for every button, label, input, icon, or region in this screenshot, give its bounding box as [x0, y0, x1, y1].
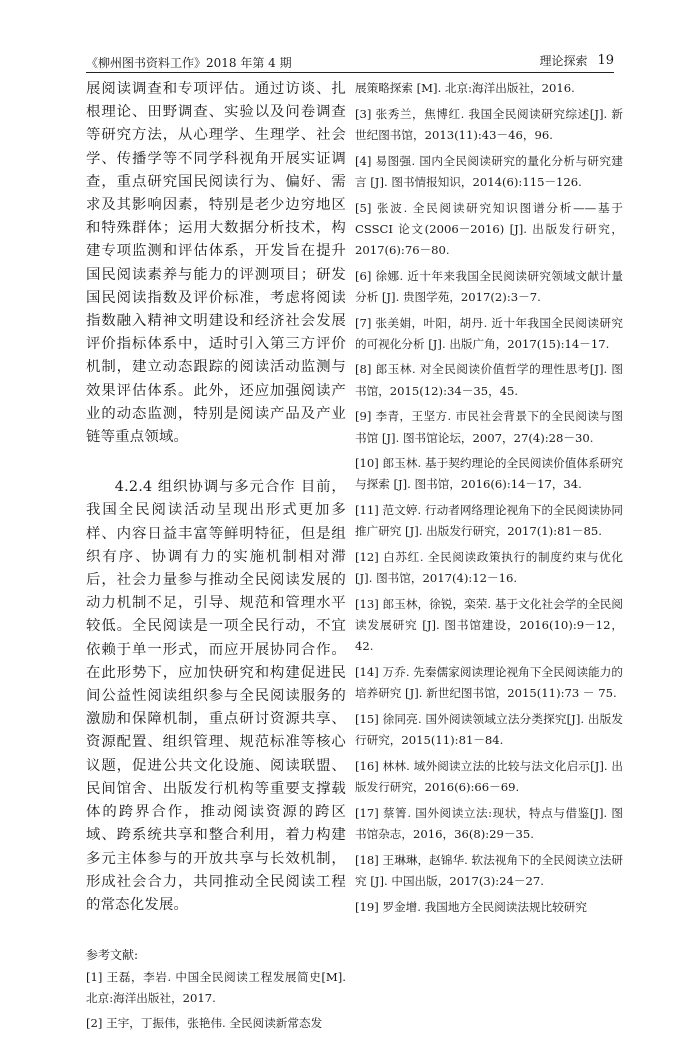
reference-item: [8] 郎玉林. 对全民阅读价值哲学的理性思考[J]. 图书馆，2015(12):34－35，45.	[355, 362, 623, 398]
reference-item: [5] 张波. 全民阅读研究知识图谱分析——基于CSSCI 论文(2006－2016) [J]. 出版发行研究，2017(6):76－80.	[355, 200, 623, 257]
reference-item: [16] 林林. 域外阅读立法的比较与法文化启示[J]. 出版发行研究，2016(6):66－69.	[355, 758, 623, 795]
reference-item: 展策略探索 [M]. 北京:海洋出版社，2016.	[355, 81, 575, 95]
reference-item: [4] 易图强. 国内全民阅读研究的量化分析与研究建言 [J]. 图书情报知识，2014(6):115－126.	[355, 153, 623, 189]
reference-item: [2] 王宇，丁振伟，张艳伟. 全民阅读新常态发	[86, 1015, 323, 1030]
reference-item: [1] 王磊，李岩. 中国全民阅读工程发展简史[M]. 北京:海洋出版社，2017.	[86, 970, 346, 1006]
reference-item: [11] 范文婷. 行动者网络理论视角下的全民阅读协同推广研究 [J]. 出版发行研究，2017(1):81－85.	[355, 503, 623, 539]
page-number: 19	[597, 53, 614, 68]
reference-item: [13] 郎玉林，徐锐，栾荣. 基于文化社会学的全民阅读发展研究 [J]. 图书馆建设，2016(10):9－12，42.	[355, 596, 623, 654]
header-right	[539, 52, 614, 69]
page-header	[86, 50, 614, 72]
reference-item: [18] 王琳琳，赵锦华. 软法视角下的全民阅读立法研究 [J]. 中国出版，2017(3):24－27.	[355, 852, 623, 888]
header-divider	[86, 72, 614, 73]
reference-item: [6] 徐娜. 近十年来我国全民阅读研究领域文献计量分析 [J]. 贵图学苑，2017(2):3－7.	[355, 268, 623, 304]
references-list-left	[86, 967, 346, 1034]
references-list-right	[355, 78, 623, 922]
reference-item: [12] 白苏红. 全民阅读政策执行的制度约束与优化 [J]. 图书馆，2017(4):12－16.	[355, 550, 623, 586]
reference-item: [3] 张秀兰，焦博红. 我国全民阅读研究综述[J]. 新世纪图书馆，2013(11):43－46，96.	[355, 106, 623, 142]
body-text	[86, 78, 346, 917]
references-title: 参考文献:	[86, 948, 139, 963]
reference-item: [17] 蔡箐. 国外阅读立法:现状，特点与借鉴[J]. 图书馆杂志，2016，36(8):29－35.	[355, 805, 623, 841]
paragraph-2: 4.2.4 组织协调与多元合作 目前，我国全民阅读活动呈现出形式更加多样、内容日益丰富等鲜明特征，但是组织有序、协调有力的实施机制相对滞后，社会力量参与推动全民阅读发展的动力机制不足，引导、规范和管理水平较低。全民阅读是一项全民行动，不宜依赖于单一形式，而应开展协同合作。在此形势下，应加快研究和构建促进民间公益性阅读组织参与全民阅读服务的激励和保障机制，重点研讨资源共享、资源配置、组织管理、规范标准等核心议题，促进公共文化设施、阅读联盟、民间馆舍、出版发行机构等重要支撑载体的跨界合作，推动阅读资源的跨区域、跨系统共享和整合利用，着力构建多元主体参与的开放共享与长效机制，形成社会合力，共同推动全民阅读工程的常态化发展。	[86, 479, 346, 913]
reference-item: [10] 郎玉林. 基于契约理论的全民阅读价值体系研究与探索 [J]. 图书馆，2016(6):14－17，34.	[355, 456, 623, 492]
reference-item: [19] 罗金增. 我国地方全民阅读法规比较研究	[355, 899, 587, 914]
reference-item: [7] 张美娟，叶阳，胡丹. 近十年我国全民阅读研究的可视化分析 [J]. 出版广角，2017(15):14－17.	[355, 315, 623, 351]
journal-info: 《柳州图书资料工作》2018 年第 4 期	[86, 56, 292, 70]
section-label: 理论探索	[539, 54, 588, 68]
paragraph-1: 展阅读调查和专项评估。通过访谈、扎根理论、田野调查、实验以及问卷调查等研究方法，从心理学、生理学、社会学、传播学等不同学科视角开展实证调查，重点研究国民阅读行为、偏好、需求及其影响因素，特别是老少边穷地区和特殊群体；运用大数据分析技术，构建专项监测和评估体系，开发旨在提升国民阅读素养与能力的评测项目；研发国民阅读指数及评价标准，考虑将阅读指数融入精神文明建设和经济社会发展评价指标体系中，适时引入第三方评价机制，建立动态跟踪的阅读活动监测与效果评估体系。此外，还应加强阅读产业的动态监测，特别是阅读产品及产业链等重点领域。	[86, 81, 346, 446]
reference-item: [9] 李青，王坚方. 市民社会背景下的全民阅读与图书馆 [J]. 图书馆论坛，2007，27(4):28－30.	[355, 409, 623, 445]
reference-item: [15] 徐同亮. 国外阅读领域立法分类探究[J]. 出版发行研究，2015(11):81－84.	[355, 711, 623, 748]
reference-item: [14] 万乔. 先秦儒家阅读理论视角下全民阅读能力的培养研究 [J]. 新世纪图书馆，2015(11):73 － 75.	[355, 665, 623, 701]
left-column	[86, 78, 346, 1037]
